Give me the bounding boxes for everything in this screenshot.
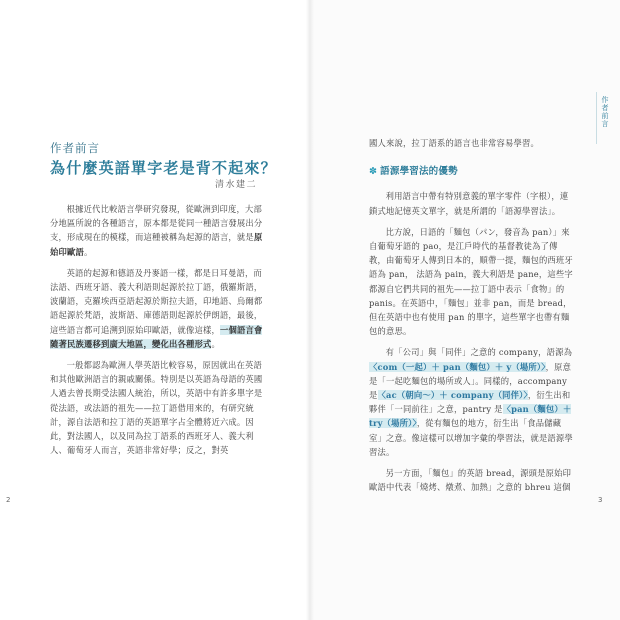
side-chapter-tab: 作者前言 bbox=[601, 96, 609, 128]
paragraph: 有「公司」與「同伴」之意的 company，語源為〈com（一起）＋ pan（麵包）＋ y（場所）〉，原意是「一起吃麵包的場所或人」。同樣的，accompany 是〈ac（朝向～）＋ company（同伴）〉，衍生出和夥伴「一同前往」之意，pantry 是〈pan（麵包）＋ try（場所）〉，從有麵包的地方，衍生出「食品儲藏室」之意。像這樣可以增加字彙的學習法，就是語源學習法。 bbox=[369, 347, 573, 457]
asterisk-icon: ✽ bbox=[369, 166, 378, 178]
sub-heading: ✽ 語源學習法的優勢 bbox=[369, 166, 458, 178]
page-title: 為什麼英語單字老是背不起來？ bbox=[50, 159, 277, 177]
left-text-column bbox=[50, 202, 266, 457]
paragraph: 根據近代比較語言學研究發現，從歐洲到印度，大部分地區所說的各種語言，原本都是從同一種語言發展出分支，形成現在的模樣，而這種被稱為起源的語言，就是原始印歐語。 bbox=[50, 204, 263, 257]
paragraph: 一般都認為歐洲人學英語比較容易，原因就出在英語和其他歐洲語言的親戚關係。特別是以英語為母語的英國人過去曾長期受法國人統治，所以，英語中有許多單字是從法語，或法語的祖先——拉丁語借用來的，有研究統計，源自法語和拉丁語的英語單字占全體將近六成。因此，對法國人，以及同為拉丁語系的西班牙人、義大利人、葡萄牙人而言，英語非常好學；反之，對英 bbox=[50, 360, 263, 456]
etymology-formula: 〈com（一起）＋ pan（麵包）＋ y（場所）〉 bbox=[369, 361, 546, 372]
section-label: 作者前言 bbox=[50, 141, 100, 155]
bold-term: 原始印歐語 bbox=[50, 232, 263, 257]
etymology-formula: 〈ac（朝向～）＋ company（同伴）〉 bbox=[377, 390, 528, 401]
paragraph: 另一方面，「麵包」的英語 bread，源頭是原始印歐語中代表「燒烤、燉煮、加熱」之意的 bhreu 這個 bbox=[369, 468, 572, 493]
highlighted-sentence: 一個語言會隨著民族遷移到廣大地區，變化出各種形式 bbox=[50, 324, 263, 349]
paragraph: 國人來說，拉丁語系的語言也非常容易學習。 bbox=[369, 138, 539, 148]
right-text-column bbox=[369, 136, 573, 494]
page-number-right: 3 bbox=[598, 496, 603, 504]
paragraph: 英語的起源和德語及丹麥語一樣，都是日耳曼語，而法語、西班牙語、義大利語則起源於拉丁語，俄羅斯語，波蘭語，克羅埃西亞語起源於斯拉夫語，印地語、烏爾都語起源於梵語，波斯語、庫德語則起源於伊朗語，最後，這些語言都可追溯到原始印歐語，就像這樣，一個語言會隨著民族遷移到廣大地區，變化出各種形式。 bbox=[50, 267, 263, 349]
paragraph: 比方說，日語的「麵包（パン，發音為 pan）」來自葡萄牙語的 pao，是江戶時代的基督教徒為了傳教，由葡萄牙人傳到日本的，順帶一提，麵包的西班牙語為 pan， 法語為 pain，義大利語是 pane，這些字都源自它們共同的祖先——拉丁語中表示「食物」的 panis。在英語中，「麵包」並非 pan，而是 bread，但在英語中也有使用 pan 的單字，這些單字也帶有麵包的意思。 bbox=[369, 226, 573, 337]
page-number-left: 2 bbox=[6, 496, 11, 504]
book-gutter bbox=[306, 0, 314, 620]
etymology-formula: 〈pan（麵包）＋ try（場所）〉 bbox=[369, 404, 572, 429]
author-name: 清水建二 bbox=[215, 180, 258, 190]
paragraph: 利用語言中帶有特別意義的單字零件（字根），連鎖式地記憶英文單字，就是所謂的「語源學習法」。 bbox=[369, 191, 569, 216]
